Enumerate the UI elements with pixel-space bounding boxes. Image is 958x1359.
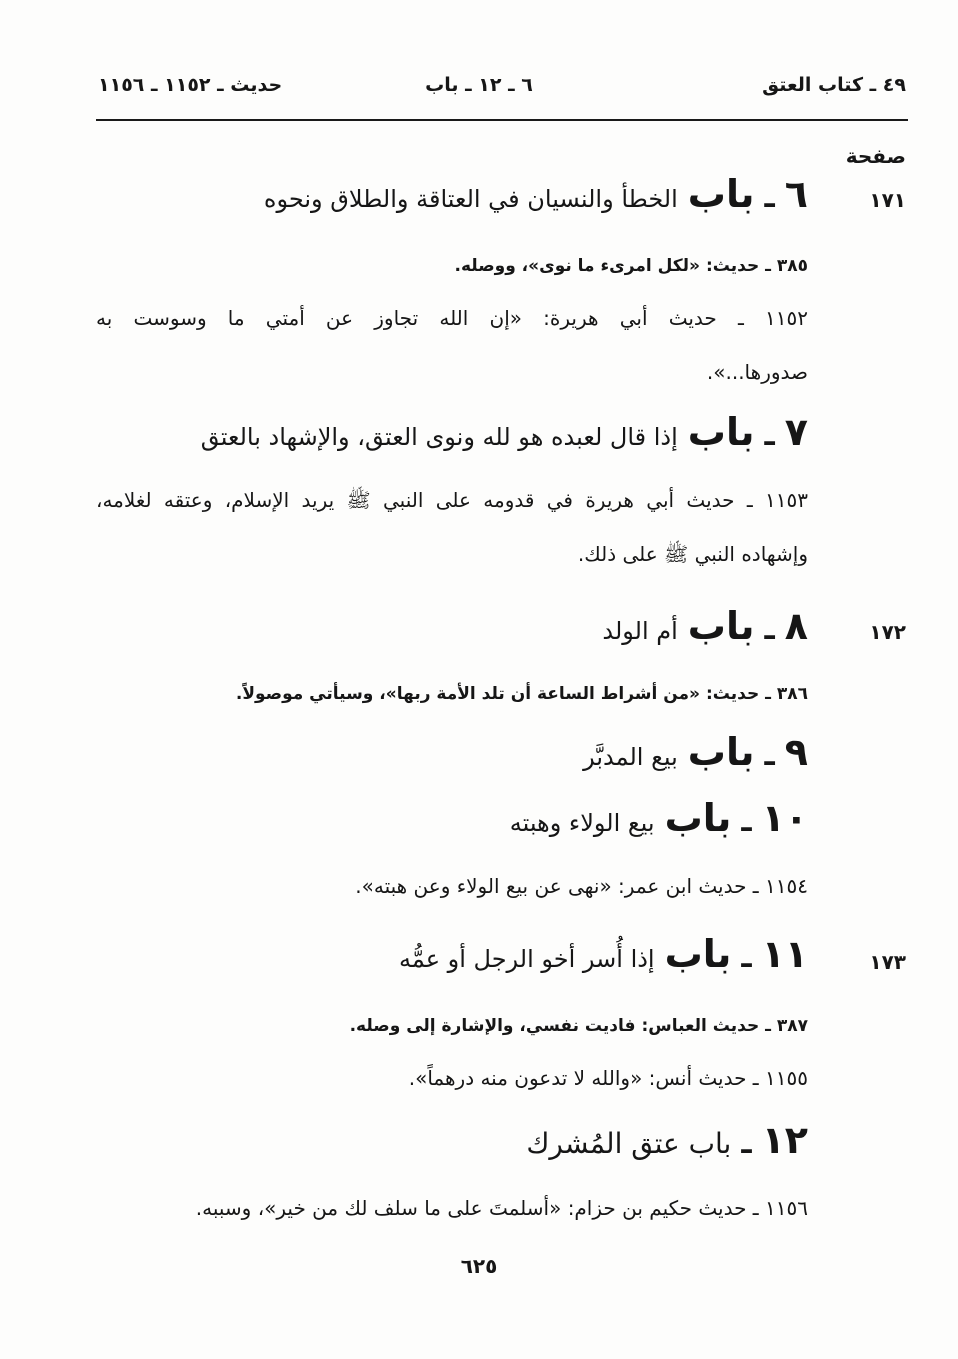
chapter-bab: باب <box>664 796 732 840</box>
chapter-title: بيع المدبَّر <box>583 743 678 771</box>
chapter-number: ٨ <box>784 604 808 648</box>
hadith-line: ٣٨٧ ـ حديث العباس: فاديت نفسي، والإشارة إلى وصله. <box>349 1016 808 1036</box>
hadith-line: ١١٥٦ ـ حديث حكيم بن حزام: «أسلمتَ على ما سلف لك من خير»، وسببه. <box>195 1196 808 1220</box>
page-ref-173: ١٧٣ <box>869 950 906 974</box>
chapter-dash: ـ <box>764 738 775 773</box>
hadith-line: وإشهاده النبي ﷺ على ذلك. <box>577 542 808 566</box>
chapter-dash: ـ <box>741 804 752 839</box>
header-rule <box>96 119 908 121</box>
chapter-title: بيع الولاء وهبته <box>509 809 655 837</box>
chapter-dash: ـ <box>764 612 775 647</box>
chapter-title: الخطأ والنسيان في العتاقة والطلاق ونحوه <box>263 185 678 213</box>
page-column-label: صفحة <box>845 144 906 168</box>
hadith-line: ١١٥٤ ـ حديث ابن عمر: «نهى عن بيع الولاء وعن هبته». <box>355 874 808 898</box>
chapter-heading-10 <box>510 796 808 840</box>
chapter-dash: ـ <box>764 418 775 453</box>
chapter-title: أم الولد <box>602 617 678 645</box>
page-ref-172: ١٧٢ <box>869 620 906 644</box>
chapter-title: باب عتق المُشرك <box>526 1127 732 1160</box>
hadith-line: ١١٥٥ ـ حديث أنس: «والله لا تدعون منه درهماً». <box>408 1066 808 1090</box>
chapter-bab: باب <box>687 730 755 774</box>
chapter-number: ١١ <box>761 932 808 976</box>
chapter-number: ٧ <box>784 410 808 454</box>
chapter-number: ١٠ <box>761 796 808 840</box>
hadith-line: ٣٨٦ ـ حديث: «من أشراط الساعة أن تلد الأمة ربها»، وسيأتي موصولاً. <box>235 684 808 704</box>
chapter-heading-11 <box>399 932 808 976</box>
hadith-line: ١١٥٢ ـ حديث أبي هريرة: «إن الله تجاوز عن أمتي ما وسوست به <box>96 306 808 330</box>
chapter-heading-8 <box>602 604 808 648</box>
chapter-heading-12 <box>526 1118 808 1162</box>
chapter-heading-6 <box>264 172 808 216</box>
chapter-bab: باب <box>664 932 732 976</box>
chapter-title: إذا أُسر أخو الرجل أو عمُّه <box>398 945 655 973</box>
page-number: ٦٢٥ <box>460 1254 498 1278</box>
page-ref-171: ١٧١ <box>869 188 906 212</box>
running-header-right: ٤٩ ـ كتاب العتق <box>762 74 906 96</box>
chapter-heading-7 <box>201 410 808 454</box>
running-header-left: حديث ـ ١١٥٢ ـ ١١٥٦ <box>98 74 283 96</box>
chapter-number: ١٢ <box>761 1118 808 1162</box>
hadith-line: ٣٨٥ ـ حديث: «لكل امرىء ما نوى»، ووصله. <box>454 256 808 276</box>
chapter-title: إذا قال لعبده هو لله ونوى العتق، والإشهاد بالعتق <box>200 423 678 451</box>
chapter-number: ٦ <box>784 172 808 216</box>
chapter-bab: باب <box>687 410 755 454</box>
chapter-dash: ـ <box>764 180 775 215</box>
chapter-dash: ـ <box>741 940 752 975</box>
chapter-bab: باب <box>687 172 755 216</box>
chapter-number: ٩ <box>784 730 808 774</box>
chapter-dash: ـ <box>741 1126 752 1161</box>
running-header-center: ٦ ـ ١٢ ـ باب <box>425 74 533 96</box>
hadith-line: ١١٥٣ ـ حديث أبي هريرة في قدومه على النبي ﷺ يريد الإسلام، وعتقه لغلامه، <box>96 488 808 512</box>
chapter-heading-9 <box>583 730 808 774</box>
hadith-line: صدورها...». <box>706 360 808 384</box>
chapter-bab: باب <box>687 604 755 648</box>
